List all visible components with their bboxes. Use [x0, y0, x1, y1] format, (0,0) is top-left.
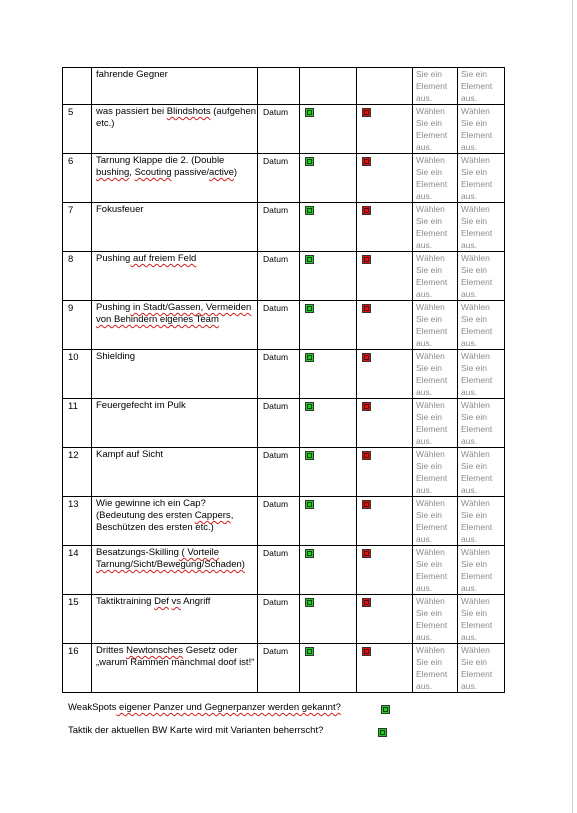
date-picker[interactable]: Datum: [258, 644, 300, 693]
green-checkbox[interactable]: [305, 451, 314, 460]
spellcheck-word: vs: [171, 596, 182, 607]
green-check-cell: [300, 203, 357, 252]
row-number: 6: [63, 154, 92, 203]
task-text: ): [233, 167, 238, 178]
task-cell: [92, 595, 258, 644]
task-text: Taktik der aktuellen BW Karte wird mit Varianten beherrscht?: [68, 725, 324, 736]
task-text: ,: [129, 167, 135, 178]
select-dropdown-b[interactable]: Wählen Sie ein Element aus.: [458, 154, 505, 203]
row-number: 10: [63, 350, 92, 399]
green-checkbox[interactable]: [305, 206, 314, 215]
green-check-cell: [300, 448, 357, 497]
training-checklist-table: [62, 67, 505, 693]
green-check-cell: [300, 350, 357, 399]
select-dropdown-b[interactable]: Sie ein Element aus.: [458, 68, 505, 105]
select-dropdown-b[interactable]: Wählen Sie ein Element aus.: [458, 595, 505, 644]
spellcheck-word: bushing: [96, 167, 130, 178]
task-text: Kampf auf Sicht: [96, 449, 164, 460]
row-number: 12: [63, 448, 92, 497]
green-checkbox[interactable]: [305, 500, 314, 509]
task-text: Fokusfeuer: [96, 204, 144, 215]
red-check-cell: [357, 203, 413, 252]
select-dropdown-a[interactable]: Wählen Sie ein Element aus.: [413, 105, 458, 154]
task-text: Shielding: [96, 351, 136, 362]
select-dropdown-a[interactable]: Sie ein Element aus.: [413, 68, 458, 105]
red-check-cell: [357, 448, 413, 497]
red-checkbox[interactable]: [362, 451, 371, 460]
select-dropdown-a[interactable]: Wählen Sie ein Element aus.: [413, 399, 458, 448]
task-text: Pushing: [96, 253, 131, 264]
green-check-cell: [300, 644, 357, 693]
green-check-cell: [300, 546, 357, 595]
task-text: Drittes: [96, 645, 127, 656]
select-dropdown-a[interactable]: Wählen Sie ein Element aus.: [413, 448, 458, 497]
select-dropdown-b[interactable]: Wählen Sie ein Element aus.: [458, 644, 505, 693]
table-row: [63, 68, 505, 105]
green-checkbox[interactable]: [305, 304, 314, 313]
task-text: Tarnung Klappe die 2. (Double: [96, 155, 225, 166]
table-row: [63, 448, 505, 497]
green-check-cell: [300, 154, 357, 203]
green-check-cell: [300, 497, 357, 546]
date-picker[interactable]: Datum: [258, 252, 300, 301]
task-text: Gesetz oder „warum Rammen manchmal doof ist!“: [96, 645, 255, 668]
green-checkbox[interactable]: [305, 598, 314, 607]
select-dropdown-a[interactable]: Wählen Sie ein Element aus.: [413, 497, 458, 546]
row-number: 8: [63, 252, 92, 301]
table-row: [63, 252, 505, 301]
date-picker[interactable]: Datum: [258, 350, 300, 399]
date-picker[interactable]: Datum: [258, 203, 300, 252]
select-dropdown-a[interactable]: Wählen Sie ein Element aus.: [413, 644, 458, 693]
red-checkbox[interactable]: [362, 549, 371, 558]
select-dropdown-b[interactable]: Wählen Sie ein Element aus.: [458, 203, 505, 252]
task-text: Besatzungs-Skilling: [96, 547, 179, 558]
row-number: 5: [63, 105, 92, 154]
table-row: [63, 350, 505, 399]
task-text: Angriff: [181, 596, 211, 607]
task-cell: [92, 350, 258, 399]
task-text: Pushing: [96, 302, 131, 313]
task-cell: [92, 301, 258, 350]
row-number: 15: [63, 595, 92, 644]
select-dropdown-a[interactable]: Wählen Sie ein Element aus.: [413, 301, 458, 350]
select-dropdown-b[interactable]: Wählen Sie ein Element aus.: [458, 448, 505, 497]
green-checkbox[interactable]: [305, 402, 314, 411]
select-dropdown-b[interactable]: Wählen Sie ein Element aus.: [458, 546, 505, 595]
table-row: [63, 399, 505, 448]
task-text: WeakSpots: [68, 702, 117, 713]
task-cell: [92, 105, 258, 154]
green-check-cell: [300, 252, 357, 301]
select-dropdown-b[interactable]: Wählen Sie ein Element aus.: [458, 399, 505, 448]
table-row: [63, 105, 505, 154]
task-text: (aufgehen etc.): [96, 106, 257, 129]
date-picker[interactable]: Datum: [258, 105, 300, 154]
task-text: Wie gewinne ich ein Cap? (Bedeutung des ersten: [96, 498, 206, 521]
red-check-cell: [357, 644, 413, 693]
select-dropdown-b[interactable]: Wählen Sie ein Element aus.: [458, 252, 505, 301]
red-check-cell: [357, 399, 413, 448]
row-number: 11: [63, 399, 92, 448]
task-text: , Beschützen des ersten etc.): [96, 510, 234, 533]
spellcheck-word: Scouting: [134, 167, 172, 178]
green-check-cell: [300, 68, 357, 105]
table-row: [63, 546, 505, 595]
spellcheck-word: eigener Panzer und Gegnerpanzer werden gekannt?: [116, 702, 341, 713]
spellcheck-word: Blindshots: [166, 106, 211, 117]
spellcheck-word: in Stadt/Gassen, Vermeiden von Behindern eigenes Team: [96, 302, 252, 325]
footer-question: [68, 702, 341, 713]
table-row: [63, 154, 505, 203]
table-row: [63, 301, 505, 350]
red-check-cell: [357, 105, 413, 154]
task-cell: [92, 448, 258, 497]
spellcheck-word: Def: [154, 596, 169, 607]
select-dropdown-a[interactable]: Wählen Sie ein Element aus.: [413, 350, 458, 399]
red-check-cell: [357, 546, 413, 595]
green-check-cell: [300, 399, 357, 448]
task-cell: [92, 497, 258, 546]
red-checkbox[interactable]: [362, 500, 371, 509]
spellcheck-word: active: [209, 167, 234, 178]
task-cell: [92, 399, 258, 448]
task-text: Taktiktraining: [96, 596, 155, 607]
green-checkbox[interactable]: [305, 255, 314, 264]
red-checkbox[interactable]: [362, 206, 371, 215]
green-check-cell: [300, 595, 357, 644]
row-number: 16: [63, 644, 92, 693]
select-dropdown-a[interactable]: Wählen Sie ein Element aus.: [413, 595, 458, 644]
select-dropdown-a[interactable]: Wählen Sie ein Element aus.: [413, 252, 458, 301]
green-checkbox[interactable]: [305, 647, 314, 656]
date-picker[interactable]: Datum: [258, 546, 300, 595]
red-checkbox[interactable]: [362, 157, 371, 166]
date-picker[interactable]: Datum: [258, 448, 300, 497]
date-picker[interactable]: Datum: [258, 399, 300, 448]
date-picker[interactable]: Datum: [258, 497, 300, 546]
task-cell: [92, 546, 258, 595]
green-checkbox[interactable]: [305, 157, 314, 166]
date-picker[interactable]: Datum: [258, 301, 300, 350]
select-dropdown-b[interactable]: Wählen Sie ein Element aus.: [458, 350, 505, 399]
table-row: [63, 644, 505, 693]
select-dropdown-b[interactable]: Wählen Sie ein Element aus.: [458, 301, 505, 350]
spellcheck-word: Newtonsches: [126, 645, 184, 656]
row-number: 13: [63, 497, 92, 546]
date-picker[interactable]: Datum: [258, 595, 300, 644]
task-cell: [92, 252, 258, 301]
red-check-cell: [357, 595, 413, 644]
red-checkbox[interactable]: [362, 255, 371, 264]
table-row: [63, 203, 505, 252]
red-check-cell: [357, 350, 413, 399]
green-checkbox[interactable]: [378, 728, 387, 737]
date-cell: [258, 68, 300, 105]
green-checkbox[interactable]: [305, 353, 314, 362]
select-dropdown-a[interactable]: Wählen Sie ein Element aus.: [413, 154, 458, 203]
spellcheck-word: auf freiem Feld: [130, 253, 197, 264]
green-checkbox[interactable]: [381, 705, 390, 714]
red-checkbox[interactable]: [362, 647, 371, 656]
spellcheck-word: Cappers: [194, 510, 231, 521]
date-picker[interactable]: Datum: [258, 154, 300, 203]
task-text: was passiert bei: [96, 106, 167, 117]
task-cell: [92, 644, 258, 693]
red-check-cell: [357, 301, 413, 350]
green-checkbox[interactable]: [305, 549, 314, 558]
task-cell: [92, 154, 258, 203]
select-dropdown-a[interactable]: Wählen Sie ein Element aus.: [413, 546, 458, 595]
red-checkbox[interactable]: [362, 402, 371, 411]
row-number: 9: [63, 301, 92, 350]
red-check-cell: [357, 252, 413, 301]
table-row: [63, 595, 505, 644]
page-edge: [572, 0, 573, 813]
red-check-cell: [357, 68, 413, 105]
red-check-cell: [357, 154, 413, 203]
red-checkbox[interactable]: [362, 108, 371, 117]
green-check-cell: [300, 105, 357, 154]
table-row: [63, 497, 505, 546]
task-text: passive/: [171, 167, 210, 178]
select-dropdown-a[interactable]: Wählen Sie ein Element aus.: [413, 203, 458, 252]
green-check-cell: [300, 301, 357, 350]
row-number: 14: [63, 546, 92, 595]
red-check-cell: [357, 497, 413, 546]
row-number: 7: [63, 203, 92, 252]
red-checkbox[interactable]: [362, 353, 371, 362]
spellcheck-word: ( Vorteile Tarnung/Sicht/Bewegung/Schaden): [96, 547, 245, 570]
red-checkbox[interactable]: [362, 598, 371, 607]
task-cell: fahrende Gegner: [92, 68, 258, 105]
task-text: Feuergefecht im Pulk: [96, 400, 186, 411]
task-cell: [92, 203, 258, 252]
row-number: [63, 68, 92, 105]
footer-question: [68, 725, 323, 736]
select-dropdown-b[interactable]: Wählen Sie ein Element aus.: [458, 497, 505, 546]
select-dropdown-b[interactable]: Wählen Sie ein Element aus.: [458, 105, 505, 154]
green-checkbox[interactable]: [305, 108, 314, 117]
red-checkbox[interactable]: [362, 304, 371, 313]
